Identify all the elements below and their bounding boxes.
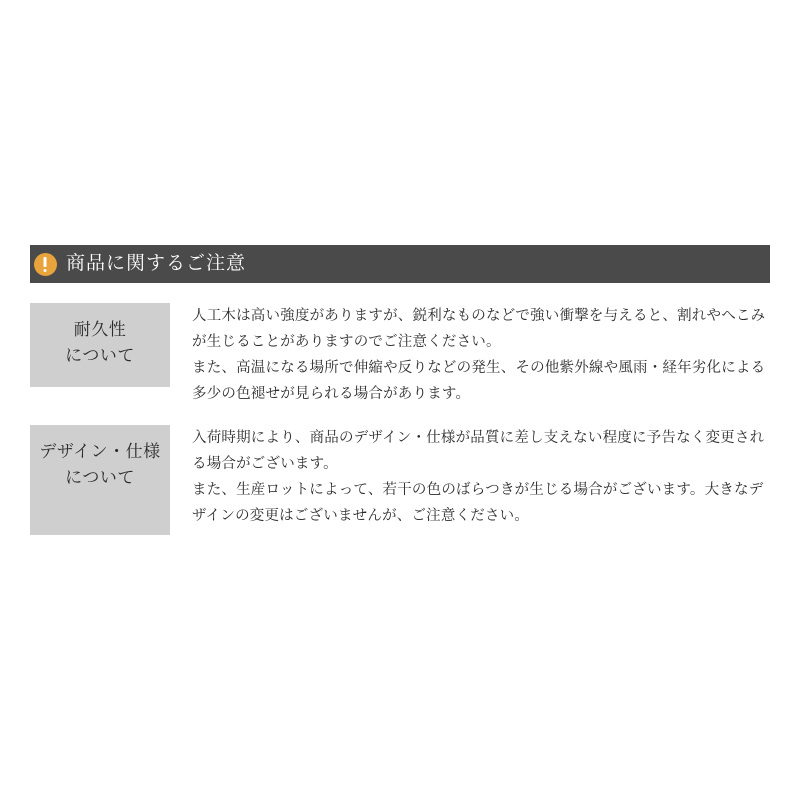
- durability-paragraph-1: 人工木は高い強度がありますが、鋭利なものなどで強い衝撃を与えると、割れやへこみが生じることがありますのでご注意ください。: [192, 308, 766, 350]
- design-label: [30, 425, 170, 535]
- design-body: [170, 425, 770, 529]
- notice-row-durability: [30, 303, 770, 407]
- durability-label-line2: について: [65, 346, 135, 365]
- durability-label: [30, 303, 170, 387]
- design-paragraph-2: また、生産ロットによって、若干の色のばらつきが生じる場合がございます。大きなデザインの変更はございませんが、ご注意ください。: [192, 482, 764, 524]
- notice-title: 商品に関するご注意: [66, 253, 247, 274]
- design-label-line1: デザイン・仕様: [39, 442, 161, 461]
- notice-header: [30, 245, 770, 283]
- durability-paragraph-2: また、高温になる場所で伸縮や反りなどの発生、その他紫外線や風雨・経年劣化による多少の色褪せが見られる場合があります。: [192, 360, 766, 402]
- notice-row-design: [30, 425, 770, 535]
- notice-sections: [30, 303, 770, 553]
- design-paragraph-1: 入荷時期により、商品のデザイン・仕様が品質に差し支えない程度に予告なく変更される場合がございます。: [192, 430, 765, 472]
- durability-label-line1: 耐久性: [73, 320, 127, 339]
- exclamation-icon: [30, 245, 60, 283]
- durability-body: [170, 303, 770, 407]
- design-label-line2: について: [65, 468, 135, 487]
